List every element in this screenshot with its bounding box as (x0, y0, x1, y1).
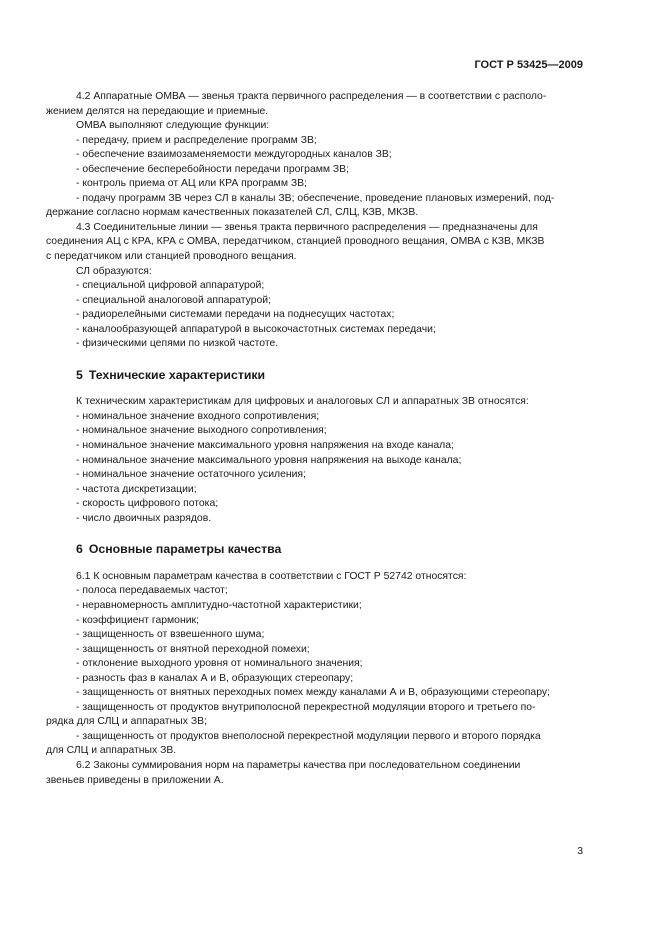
paragraph-6-2-cont: звеньев приведены в приложении А. (46, 774, 224, 786)
section-title: Технические характеристики (88, 367, 266, 382)
list-item: - подачу программ ЗВ через СЛ в каналы ЗВ; обеспечение, проведение плановых измерений, под- (76, 192, 555, 204)
paragraph-4-3-cont: с передатчиком или станцией проводного вещания. (46, 251, 297, 263)
page-number: 3 (577, 846, 583, 857)
list-item: - защищенность от взвешенного шума; (76, 629, 265, 641)
list-item: - защищенность от продуктов внеполосной перекрестной модуляции первого и второго порядка (76, 730, 541, 742)
list-item: - радиорелейными системами передачи на поднесущих частотах; (76, 309, 395, 321)
list-item: - частота дискретизации; (76, 483, 197, 495)
paragraph-4-2: 4.2 Аппаратные ОМВА — звенья тракта первичного распределения — в соответствии с располо- (76, 91, 547, 102)
list-item-cont: держание согласно нормам качественных показателей СЛ, СЛЦ, КЗВ, МКЗВ. (46, 207, 419, 219)
paragraph-4-2-cont: жением делятся на передающие и приемные. (46, 105, 269, 117)
section-number: 6 (76, 542, 83, 557)
document-header: ГОСТ Р 53425—2009 (474, 59, 583, 71)
list-item: - число двоичных разрядов. (76, 512, 212, 524)
functions-intro: ОМВА выполняют следующие функции: (76, 120, 270, 132)
paragraph-4-3: 4.3 Соединительные линии — звенья тракта первичного распределения — предназначены для (76, 221, 538, 233)
section-5-heading (76, 368, 583, 383)
section-number: 5 (76, 367, 83, 382)
section-6-heading (76, 542, 583, 557)
list-item: - номинальное значение остаточного усиления; (76, 469, 306, 481)
list-item: - специальной аналоговой аппаратурой; (76, 294, 271, 306)
list-item: - полоса передаваемых частот; (76, 585, 228, 597)
list-item: - скорость цифрового потока; (76, 498, 219, 510)
section-title: Основные параметры качества (88, 542, 282, 557)
document-body (46, 90, 583, 788)
list-item: - защищенность от внятной переходной помехи; (76, 643, 310, 655)
list-item-cont: для СЛЦ и аппаратных ЗВ. (46, 745, 177, 757)
paragraph-6-2: 6.2 Законы суммирования норм на параметры качества при последовательном соединении (76, 759, 521, 771)
list-item: - физическими цепями по низкой частоте. (76, 338, 279, 350)
list-item: - контроль приема от АЦ или КРА программ ЗВ; (76, 178, 307, 190)
list-item: - номинальное значение максимального уровня напряжения на выходе канала; (76, 454, 462, 466)
sl-intro: СЛ образуются: (76, 265, 152, 277)
list-item: - неравномерность амплитудно-частотной характеристики; (76, 599, 362, 611)
list-item: - номинальное значение выходного сопротивления; (76, 425, 327, 437)
list-item: - разность фаз в каналах А и В, образующих стереопару; (76, 672, 354, 684)
list-item: - защищенность от внятных переходных помех между каналами А и В, образующими стереопару; (76, 687, 550, 699)
list-item-cont: рядка для СЛЦ и аппаратных ЗВ; (46, 716, 207, 728)
list-item: - номинальное значение входного сопротивления; (76, 410, 320, 422)
list-item: - обеспечение взаимозаменяемости междугородных каналов ЗВ; (76, 149, 392, 161)
list-item: - каналообразующей аппаратурой в высокочастотных системах передачи; (76, 323, 436, 335)
list-item: - отклонение выходного уровня от номинального значения; (76, 658, 363, 670)
list-item: - передачу, прием и распределение программ ЗВ; (76, 134, 317, 146)
paragraph-4-3-cont: соединения АЦ с КРА, КРА с ОМВА, передатчиком, станцией проводного вещания, ОМВА с КЗВ, МКЗВ (46, 236, 545, 248)
list-item: - защищенность от продуктов внутриполосной перекрестной модуляции второго и третьего по- (76, 701, 536, 713)
list-item: - обеспечение бесперебойности передачи программ ЗВ; (76, 163, 349, 175)
sec5-intro: К техническим характеристикам для цифровых и аналоговых СЛ и аппаратных ЗВ относятся: (76, 396, 529, 408)
sec6-intro: 6.1 К основным параметрам качества в соответствии с ГОСТ Р 52742 относятся: (76, 570, 467, 582)
list-item: - коэффициент гармоник; (76, 614, 199, 626)
list-item: - номинальное значение максимального уровня напряжения на входе канала; (76, 440, 454, 452)
list-item: - специальной цифровой аппаратурой; (76, 280, 265, 292)
